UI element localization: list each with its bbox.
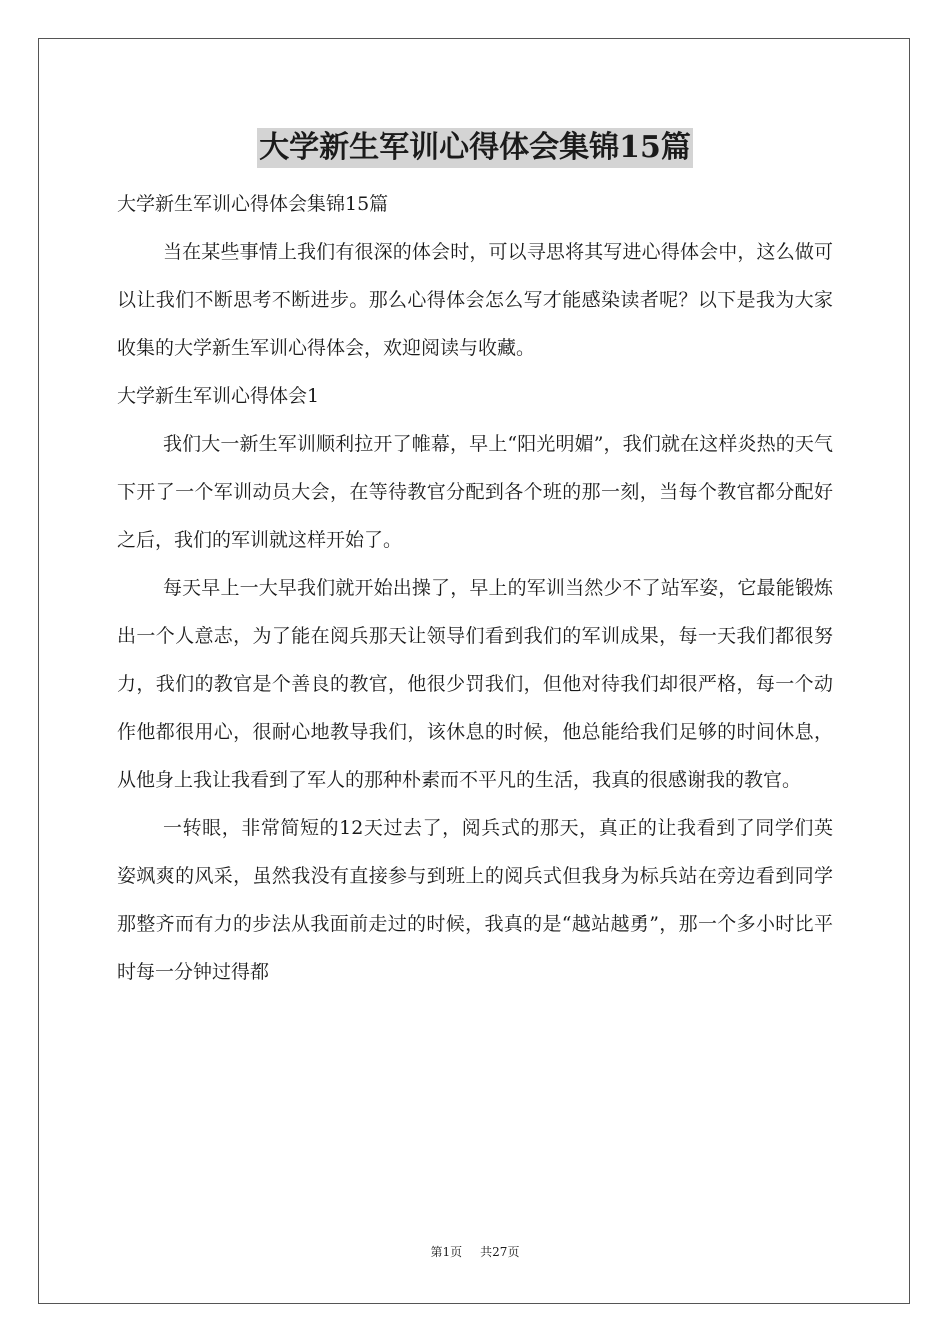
- title-wrap: [0, 128, 950, 168]
- page-number-current: 第1页: [430, 1245, 463, 1259]
- section-heading: 大学新生军训心得体会1: [117, 385, 320, 407]
- page-footer: [0, 1244, 950, 1260]
- body-paragraph: 每天早上一大早我们就开始出操了，早上的军训当然少不了站军姿，它最能锻炼出一个人意志，为了能在阅兵那天让领导们看到我们的军训成果，每一天我们都很努力，我们的教官是个善良的教官，他很少罚我们，但他对待我们却很严格，每一个动作他都很用心，很耐心地教导我们，该休息的时候，他总能给我们足够的时间休息，从他身上我让我看到了军人的那种朴素而不平凡的生活，我真的很感谢我的教官。: [117, 577, 833, 791]
- page-title: 大学新生军训心得体会集锦15篇: [257, 128, 693, 168]
- body-paragraph: 一转眼，非常简短的12天过去了，阅兵式的那天，真正的让我看到了同学们英姿飒爽的风采，虽然我没有直接参与到班上的阅兵式但我身为标兵站在旁边看到同学那整齐而有力的步法从我面前走过的时候，我真的是“越站越勇”，那一个多小时比平时每一分钟过得都: [117, 817, 833, 983]
- intro-paragraph: 当在某些事情上我们有很深的体会时，可以寻思将其写进心得体会中，这么做可以让我们不断思考不断进步。那么心得体会怎么写才能感染读者呢？以下是我为大家收集的大学新生军训心得体会，欢迎阅读与收藏。: [117, 241, 833, 359]
- subtitle-line: 大学新生军训心得体会集锦15篇: [117, 193, 389, 215]
- page-number-total: 共27页: [480, 1245, 520, 1259]
- document-body: [117, 180, 833, 996]
- body-paragraph: 我们大一新生军训顺利拉开了帷幕，早上“阳光明媚”，我们就在这样炎热的天气下开了一个军训动员大会，在等待教官分配到各个班的那一刻，当每个教官都分配好之后，我们的军训就这样开始了。: [117, 433, 833, 551]
